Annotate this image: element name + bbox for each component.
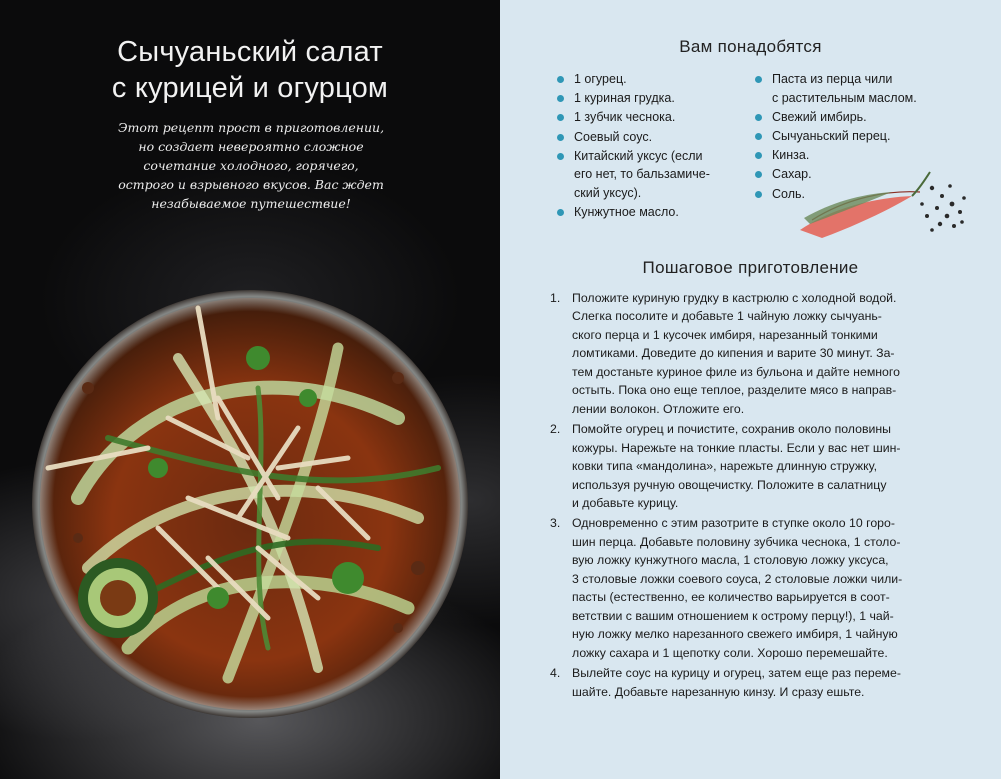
step-line: шин перца. Добавьте половину зубчика чеснока, 1 столо- xyxy=(572,534,901,549)
intro-line: сочетание холодного, горячего, xyxy=(143,158,359,173)
intro-line: острого и взрывного вкусов. Вас ждет xyxy=(118,177,384,192)
step-line: Помойте огурец и почистите, сохранив около половины xyxy=(572,422,891,437)
ingredient-text: Свежий имбирь. xyxy=(772,109,867,124)
step-line: пасты (естественно, ее количество варьируется в соот- xyxy=(572,590,890,605)
step-number: 2. xyxy=(550,422,561,437)
intro-line: но создает невероятно сложное xyxy=(138,139,364,154)
ingredient-text: 1 куриная грудка. xyxy=(574,91,675,106)
ingredient-text: Паста из перца чили xyxy=(772,72,893,86)
left-page xyxy=(0,0,500,779)
step-line: Вылейте соус на курицу и огурец, затем еще раз переме- xyxy=(572,666,901,681)
chili-pepper-illustration xyxy=(792,168,972,248)
ingredients-heading: Вам понадобятся xyxy=(679,37,822,56)
step-line: ломтиками. Доведите до кипения и варите 30 минут. За- xyxy=(572,346,895,361)
salad-bowl-photo xyxy=(18,268,488,738)
recipe-intro xyxy=(110,118,392,213)
ingredient-text: ский уксус). xyxy=(574,185,642,200)
ingredient-item xyxy=(753,146,933,165)
ingredient-text: Кунжутное масло. xyxy=(574,205,679,220)
ingredient-item xyxy=(753,127,933,146)
step-number: 1. xyxy=(550,291,561,305)
ingredient-text: 1 огурец. xyxy=(574,72,627,86)
right-page xyxy=(500,0,1001,779)
intro-line: Этот рецепт прост в приготовлении, xyxy=(117,120,385,135)
step-line: шайте. Добавьте нарезанную кинзу. И сразу ешьте. xyxy=(572,684,865,699)
ingredient-text: Сахар. xyxy=(772,167,812,182)
steps-list xyxy=(550,289,975,703)
step-line: остыть. Пока оно еще теплое, разделите мясо в направ- xyxy=(572,383,897,398)
ingredients-column-1 xyxy=(555,70,730,222)
ingredient-text: его нет, то бальзамиче- xyxy=(574,167,710,182)
ingredient-text: с растительным маслом. xyxy=(772,90,917,105)
step-line: ковки типа «мандолина», нарежьте длинную стружку, xyxy=(572,459,878,474)
step-line: кожуры. Нарежьте на тонкие пласты. Если у вас нет шин- xyxy=(572,440,901,455)
ingredient-item xyxy=(555,108,730,127)
intro-line: незабываемое путешествие! xyxy=(151,196,351,211)
step-line: лении волокон. Отложите его. xyxy=(572,401,745,416)
step-number: 4. xyxy=(550,666,561,681)
ingredient-item xyxy=(555,70,730,89)
step-line: вую ложку кунжутного масла, 1 столовую ложку уксуса, xyxy=(572,553,889,568)
ingredient-item xyxy=(555,89,730,108)
step-item xyxy=(550,514,975,662)
step-item xyxy=(550,664,975,701)
step-line: ветствии с вашим отношением к острому перцу!), 1 чай- xyxy=(572,608,894,623)
ingredient-text: Соевый соус. xyxy=(574,129,653,144)
ingredient-item xyxy=(753,70,933,107)
ingredient-text: Китайский уксус (если xyxy=(574,148,703,163)
step-line: ложку сахара и 1 щепотку соли. Хорошо перемешайте. xyxy=(572,645,888,660)
ingredient-text: Сычуаньский перец. xyxy=(772,128,891,143)
title-line: с курицей и огурцом xyxy=(111,72,389,104)
ingredient-text: Кинза. xyxy=(772,148,810,163)
step-line: Одновременно с этим разотрите в ступке около 10 горо- xyxy=(572,516,895,531)
step-line: ную ложку мелко нарезанного свежего имбиря, 1 чайную xyxy=(572,627,898,642)
title-line: Сычуаньский салат xyxy=(117,36,383,68)
ingredient-text: 1 зубчик чеснока. xyxy=(574,110,676,125)
step-number: 3. xyxy=(550,516,561,531)
ingredient-item xyxy=(555,147,730,203)
step-line: 3 столовые ложки соевого соуса, 2 столовые ложки чили- xyxy=(572,571,903,586)
step-item xyxy=(550,420,975,512)
ingredient-item xyxy=(753,108,933,127)
step-line: тем достаньте куриное филе из бульона и дайте немного xyxy=(572,364,900,379)
step-line: ского перца и 1 кусочек имбиря, нарезанный тонкими xyxy=(572,327,878,342)
step-item xyxy=(550,289,975,418)
ingredient-item xyxy=(555,203,730,222)
steps-heading: Пошаговое приготовление xyxy=(642,258,859,277)
ingredient-item xyxy=(555,128,730,147)
step-line: и добавьте курицу. xyxy=(572,495,679,510)
ingredient-text: Соль. xyxy=(772,186,805,201)
step-line: используя ручную овощечистку. Положите в салатницу xyxy=(572,477,887,492)
recipe-title xyxy=(0,34,500,106)
step-line: Положите куриную грудку в кастрюлю с холодной водой. xyxy=(572,291,897,305)
step-line: Слегка посолите и добавьте 1 чайную ложку сычуань- xyxy=(572,309,882,324)
